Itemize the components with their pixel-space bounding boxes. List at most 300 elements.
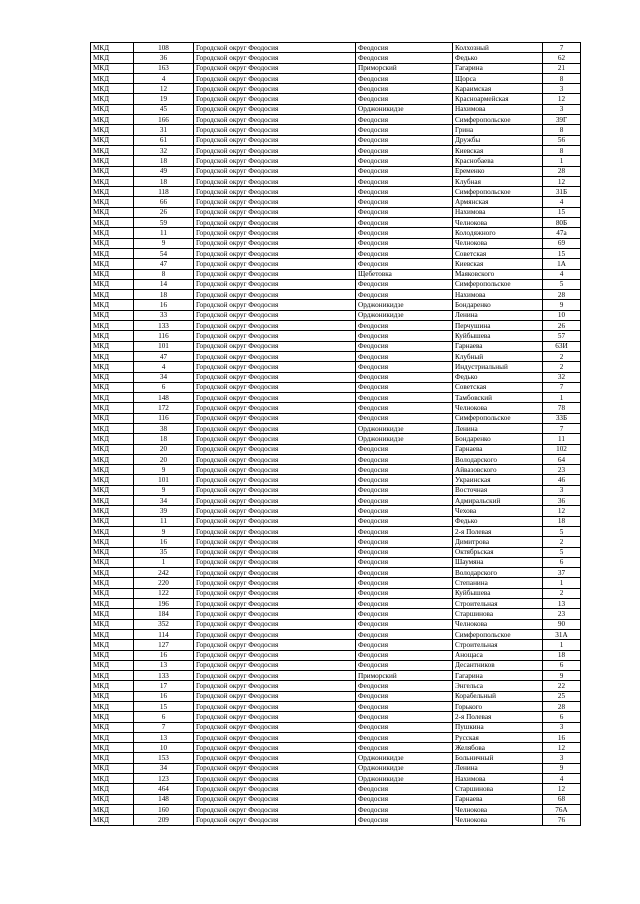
house-cell: 13 xyxy=(543,599,581,609)
street-cell: Бондаренко xyxy=(453,300,543,310)
number-cell: 26 xyxy=(134,207,194,217)
locality-cell: Феодосия xyxy=(356,228,453,238)
house-cell: 12 xyxy=(543,506,581,516)
number-cell: 148 xyxy=(134,794,194,804)
number-cell: 101 xyxy=(134,475,194,485)
street-cell: Красноармейская xyxy=(453,94,543,104)
house-cell: 18 xyxy=(543,650,581,660)
district-cell: Городской округ Феодосия xyxy=(194,393,356,403)
house-cell: 2 xyxy=(543,362,581,372)
type-cell: МКД xyxy=(91,321,134,331)
house-cell: 6 xyxy=(543,712,581,722)
locality-cell: Феодосия xyxy=(356,619,453,629)
locality-cell: Феодосия xyxy=(356,660,453,670)
district-cell: Городской округ Феодосия xyxy=(194,166,356,176)
street-cell: Дружбы xyxy=(453,135,543,145)
number-cell: 101 xyxy=(134,341,194,351)
table-row xyxy=(91,702,581,712)
locality-cell: Феодосия xyxy=(356,475,453,485)
locality-cell: Феодосия xyxy=(356,588,453,598)
table-row xyxy=(91,362,581,372)
district-cell: Городской округ Феодосия xyxy=(194,691,356,701)
table-row xyxy=(91,774,581,784)
table-row xyxy=(91,187,581,197)
table-row xyxy=(91,279,581,289)
locality-cell: Приморский xyxy=(356,63,453,73)
street-cell: Куйбышева xyxy=(453,588,543,598)
street-cell: 2-я Полевая xyxy=(453,526,543,536)
table-row xyxy=(91,166,581,176)
table-row xyxy=(91,681,581,691)
district-cell: Городской округ Феодосия xyxy=(194,84,356,94)
table-row xyxy=(91,104,581,114)
house-cell: 56 xyxy=(543,135,581,145)
street-cell: Энгельса xyxy=(453,681,543,691)
house-cell: 47а xyxy=(543,228,581,238)
street-cell: Симферопольское xyxy=(453,115,543,125)
street-cell: Федько xyxy=(453,516,543,526)
street-cell: Федько xyxy=(453,53,543,63)
number-cell: 116 xyxy=(134,331,194,341)
number-cell: 9 xyxy=(134,526,194,536)
number-cell: 34 xyxy=(134,372,194,382)
house-cell: 46 xyxy=(543,475,581,485)
table-row xyxy=(91,259,581,269)
house-cell: 78 xyxy=(543,403,581,413)
table-row xyxy=(91,578,581,588)
district-cell: Городской округ Феодосия xyxy=(194,63,356,73)
number-cell: 19 xyxy=(134,94,194,104)
district-cell: Городской округ Феодосия xyxy=(194,94,356,104)
locality-cell: Феодосия xyxy=(356,629,453,639)
district-cell: Городской округ Феодосия xyxy=(194,187,356,197)
locality-cell: Приморский xyxy=(356,671,453,681)
district-cell: Городской округ Феодосия xyxy=(194,145,356,155)
table-row xyxy=(91,619,581,629)
house-cell: 5 xyxy=(543,526,581,536)
locality-cell: Феодосия xyxy=(356,454,453,464)
table-row xyxy=(91,218,581,228)
locality-cell: Феодосия xyxy=(356,712,453,722)
street-cell: Федько xyxy=(453,372,543,382)
table-row xyxy=(91,207,581,217)
street-cell: Бондаренко xyxy=(453,434,543,444)
locality-cell: Феодосия xyxy=(356,516,453,526)
number-cell: 13 xyxy=(134,660,194,670)
locality-cell: Феодосия xyxy=(356,815,453,825)
street-cell: Киевская xyxy=(453,259,543,269)
locality-cell: Орджоникидзе xyxy=(356,300,453,310)
street-cell: Украинская xyxy=(453,475,543,485)
number-cell: 114 xyxy=(134,629,194,639)
table-row xyxy=(91,496,581,506)
type-cell: МКД xyxy=(91,331,134,341)
street-cell: Ленина xyxy=(453,310,543,320)
locality-cell: Феодосия xyxy=(356,187,453,197)
house-cell: 69 xyxy=(543,238,581,248)
locality-cell: Феодосия xyxy=(356,640,453,650)
district-cell: Городской округ Феодосия xyxy=(194,125,356,135)
street-cell: Нахимова xyxy=(453,207,543,217)
district-cell: Городской округ Феодосия xyxy=(194,321,356,331)
district-cell: Городской округ Феодосия xyxy=(194,650,356,660)
type-cell: МКД xyxy=(91,578,134,588)
table-row xyxy=(91,815,581,825)
house-cell: 8 xyxy=(543,125,581,135)
locality-cell: Феодосия xyxy=(356,84,453,94)
table-row xyxy=(91,156,581,166)
street-cell: Русская xyxy=(453,732,543,742)
buildings-table xyxy=(90,42,581,826)
number-cell: 47 xyxy=(134,351,194,361)
district-cell: Городской округ Феодосия xyxy=(194,218,356,228)
house-cell: 64 xyxy=(543,454,581,464)
table-row xyxy=(91,599,581,609)
locality-cell: Орджоникидзе xyxy=(356,753,453,763)
district-cell: Городской округ Феодосия xyxy=(194,506,356,516)
type-cell: МКД xyxy=(91,732,134,742)
district-cell: Городской округ Феодосия xyxy=(194,372,356,382)
locality-cell: Феодосия xyxy=(356,804,453,814)
table-row xyxy=(91,732,581,742)
type-cell: МКД xyxy=(91,259,134,269)
district-cell: Городской округ Феодосия xyxy=(194,423,356,433)
table-row xyxy=(91,321,581,331)
type-cell: МКД xyxy=(91,279,134,289)
district-cell: Городской округ Феодосия xyxy=(194,732,356,742)
table-row xyxy=(91,135,581,145)
type-cell: МКД xyxy=(91,43,134,53)
type-cell: МКД xyxy=(91,125,134,135)
district-cell: Городской округ Феодосия xyxy=(194,763,356,773)
locality-cell: Орджоникидзе xyxy=(356,774,453,784)
locality-cell: Феодосия xyxy=(356,321,453,331)
district-cell: Городской округ Феодосия xyxy=(194,485,356,495)
district-cell: Городской округ Феодосия xyxy=(194,609,356,619)
locality-cell: Феодосия xyxy=(356,218,453,228)
type-cell: МКД xyxy=(91,588,134,598)
street-cell: Советская xyxy=(453,248,543,258)
number-cell: 196 xyxy=(134,599,194,609)
house-cell: 3 xyxy=(543,722,581,732)
type-cell: МКД xyxy=(91,650,134,660)
street-cell: Старшинова xyxy=(453,784,543,794)
number-cell: 20 xyxy=(134,454,194,464)
district-cell: Городской округ Феодосия xyxy=(194,660,356,670)
locality-cell: Орджоникидзе xyxy=(356,423,453,433)
house-cell: 23 xyxy=(543,465,581,475)
district-cell: Городской округ Феодосия xyxy=(194,629,356,639)
house-cell: 68 xyxy=(543,794,581,804)
table-row xyxy=(91,403,581,413)
district-cell: Городской округ Феодосия xyxy=(194,784,356,794)
type-cell: МКД xyxy=(91,156,134,166)
table-row xyxy=(91,753,581,763)
table-row xyxy=(91,423,581,433)
type-cell: МКД xyxy=(91,671,134,681)
table-row xyxy=(91,238,581,248)
house-cell: 10 xyxy=(543,310,581,320)
street-cell: Десантников xyxy=(453,660,543,670)
locality-cell: Феодосия xyxy=(356,156,453,166)
district-cell: Городской округ Феодосия xyxy=(194,341,356,351)
type-cell: МКД xyxy=(91,84,134,94)
number-cell: 59 xyxy=(134,218,194,228)
type-cell: МКД xyxy=(91,619,134,629)
table-row xyxy=(91,506,581,516)
locality-cell: Феодосия xyxy=(356,73,453,83)
street-cell: Челнокова xyxy=(453,619,543,629)
house-cell: 32 xyxy=(543,372,581,382)
house-cell: 9 xyxy=(543,671,581,681)
number-cell: 20 xyxy=(134,444,194,454)
table-row xyxy=(91,393,581,403)
house-cell: 2 xyxy=(543,537,581,547)
type-cell: МКД xyxy=(91,218,134,228)
district-cell: Городской округ Феодосия xyxy=(194,794,356,804)
type-cell: МКД xyxy=(91,145,134,155)
table-row xyxy=(91,804,581,814)
type-cell: МКД xyxy=(91,362,134,372)
house-cell: 28 xyxy=(543,290,581,300)
house-cell: 3 xyxy=(543,84,581,94)
type-cell: МКД xyxy=(91,526,134,536)
street-cell: Еременко xyxy=(453,166,543,176)
street-cell: Челнокова xyxy=(453,804,543,814)
type-cell: МКД xyxy=(91,166,134,176)
house-cell: 37 xyxy=(543,568,581,578)
house-cell: 28 xyxy=(543,166,581,176)
type-cell: МКД xyxy=(91,599,134,609)
number-cell: 7 xyxy=(134,722,194,732)
table-row xyxy=(91,73,581,83)
district-cell: Городской округ Феодосия xyxy=(194,516,356,526)
table-row xyxy=(91,145,581,155)
street-cell: Горького xyxy=(453,702,543,712)
number-cell: 13 xyxy=(134,732,194,742)
street-cell: Караимская xyxy=(453,84,543,94)
house-cell: 57 xyxy=(543,331,581,341)
table-row xyxy=(91,794,581,804)
number-cell: 220 xyxy=(134,578,194,588)
locality-cell: Феодосия xyxy=(356,609,453,619)
locality-cell: Феодосия xyxy=(356,94,453,104)
street-cell: Адмиральский xyxy=(453,496,543,506)
type-cell: МКД xyxy=(91,784,134,794)
table-row xyxy=(91,660,581,670)
house-cell: 8 xyxy=(543,145,581,155)
number-cell: 184 xyxy=(134,609,194,619)
type-cell: МКД xyxy=(91,804,134,814)
district-cell: Городской округ Феодосия xyxy=(194,176,356,186)
district-cell: Городской округ Феодосия xyxy=(194,290,356,300)
number-cell: 166 xyxy=(134,115,194,125)
district-cell: Городской округ Феодосия xyxy=(194,197,356,207)
house-cell: 80Б xyxy=(543,218,581,228)
house-cell: 76 xyxy=(543,815,581,825)
house-cell: 23 xyxy=(543,609,581,619)
number-cell: 9 xyxy=(134,465,194,475)
number-cell: 12 xyxy=(134,84,194,94)
table-row xyxy=(91,94,581,104)
number-cell: 14 xyxy=(134,279,194,289)
document-page xyxy=(90,42,581,826)
district-cell: Городской округ Феодосия xyxy=(194,671,356,681)
number-cell: 54 xyxy=(134,248,194,258)
district-cell: Городской округ Феодосия xyxy=(194,640,356,650)
type-cell: МКД xyxy=(91,207,134,217)
street-cell: Нахимова xyxy=(453,104,543,114)
house-cell: 3 xyxy=(543,753,581,763)
street-cell: Айвазовского xyxy=(453,465,543,475)
table-row xyxy=(91,743,581,753)
house-cell: 4 xyxy=(543,269,581,279)
number-cell: 4 xyxy=(134,73,194,83)
table-row xyxy=(91,310,581,320)
type-cell: МКД xyxy=(91,557,134,567)
district-cell: Городской округ Феодосия xyxy=(194,43,356,53)
type-cell: МКД xyxy=(91,187,134,197)
table-row xyxy=(91,526,581,536)
street-cell: Нахимова xyxy=(453,774,543,784)
district-cell: Городской округ Феодосия xyxy=(194,248,356,258)
locality-cell: Феодосия xyxy=(356,43,453,53)
number-cell: 16 xyxy=(134,537,194,547)
number-cell: 9 xyxy=(134,238,194,248)
district-cell: Городской округ Феодосия xyxy=(194,557,356,567)
number-cell: 18 xyxy=(134,156,194,166)
house-cell: 18 xyxy=(543,516,581,526)
house-cell: 1 xyxy=(543,640,581,650)
street-cell: Маяковского xyxy=(453,269,543,279)
type-cell: МКД xyxy=(91,712,134,722)
house-cell: 7 xyxy=(543,423,581,433)
locality-cell: Феодосия xyxy=(356,547,453,557)
number-cell: 36 xyxy=(134,53,194,63)
type-cell: МКД xyxy=(91,454,134,464)
locality-cell: Феодосия xyxy=(356,681,453,691)
locality-cell: Орджоникидзе xyxy=(356,763,453,773)
type-cell: МКД xyxy=(91,609,134,619)
type-cell: МКД xyxy=(91,393,134,403)
type-cell: МКД xyxy=(91,300,134,310)
district-cell: Городской округ Феодосия xyxy=(194,115,356,125)
district-cell: Городской округ Феодосия xyxy=(194,53,356,63)
house-cell: 7 xyxy=(543,43,581,53)
street-cell: Строительная xyxy=(453,640,543,650)
number-cell: 11 xyxy=(134,516,194,526)
locality-cell: Феодосия xyxy=(356,362,453,372)
district-cell: Городской округ Феодосия xyxy=(194,496,356,506)
district-cell: Городской округ Феодосия xyxy=(194,135,356,145)
number-cell: 6 xyxy=(134,712,194,722)
street-cell: Армянская xyxy=(453,197,543,207)
locality-cell: Феодосия xyxy=(356,115,453,125)
house-cell: 39Г xyxy=(543,115,581,125)
locality-cell: Феодосия xyxy=(356,238,453,248)
number-cell: 49 xyxy=(134,166,194,176)
district-cell: Городской округ Феодосия xyxy=(194,454,356,464)
table-row xyxy=(91,290,581,300)
house-cell: 4 xyxy=(543,774,581,784)
table-row xyxy=(91,434,581,444)
street-cell: Клубный xyxy=(453,351,543,361)
type-cell: МКД xyxy=(91,660,134,670)
number-cell: 31 xyxy=(134,125,194,135)
locality-cell: Феодосия xyxy=(356,578,453,588)
type-cell: МКД xyxy=(91,568,134,578)
table-row xyxy=(91,228,581,238)
district-cell: Городской округ Феодосия xyxy=(194,537,356,547)
house-cell: 3 xyxy=(543,104,581,114)
number-cell: 35 xyxy=(134,547,194,557)
table-row xyxy=(91,351,581,361)
street-cell: Колодяжного xyxy=(453,228,543,238)
type-cell: МКД xyxy=(91,341,134,351)
house-cell: 22 xyxy=(543,681,581,691)
house-cell: 5 xyxy=(543,547,581,557)
street-cell: Клубная xyxy=(453,176,543,186)
locality-cell: Феодосия xyxy=(356,135,453,145)
type-cell: МКД xyxy=(91,475,134,485)
street-cell: 2-я Полевая xyxy=(453,712,543,722)
type-cell: МКД xyxy=(91,94,134,104)
street-cell: Киевская xyxy=(453,145,543,155)
type-cell: МКД xyxy=(91,351,134,361)
number-cell: 10 xyxy=(134,743,194,753)
locality-cell: Щебетовка xyxy=(356,269,453,279)
district-cell: Городской округ Феодосия xyxy=(194,804,356,814)
district-cell: Городской округ Феодосия xyxy=(194,815,356,825)
type-cell: МКД xyxy=(91,629,134,639)
number-cell: 16 xyxy=(134,650,194,660)
house-cell: 16 xyxy=(543,732,581,742)
house-cell: 9 xyxy=(543,763,581,773)
house-cell: 3 xyxy=(543,485,581,495)
table-row xyxy=(91,465,581,475)
number-cell: 34 xyxy=(134,496,194,506)
street-cell: Корабельный xyxy=(453,691,543,701)
locality-cell: Феодосия xyxy=(356,485,453,495)
district-cell: Городской округ Феодосия xyxy=(194,753,356,763)
type-cell: МКД xyxy=(91,413,134,423)
house-cell: 12 xyxy=(543,784,581,794)
district-cell: Городской округ Феодосия xyxy=(194,73,356,83)
type-cell: МКД xyxy=(91,753,134,763)
street-cell: Челнокова xyxy=(453,218,543,228)
house-cell: 31Б xyxy=(543,187,581,197)
number-cell: 18 xyxy=(134,290,194,300)
type-cell: МКД xyxy=(91,774,134,784)
locality-cell: Феодосия xyxy=(356,722,453,732)
house-cell: 21 xyxy=(543,63,581,73)
table-row xyxy=(91,547,581,557)
table-row xyxy=(91,382,581,392)
street-cell: Октябрьская xyxy=(453,547,543,557)
locality-cell: Феодосия xyxy=(356,403,453,413)
locality-cell: Феодосия xyxy=(356,351,453,361)
table-row xyxy=(91,53,581,63)
district-cell: Городской округ Феодосия xyxy=(194,434,356,444)
house-cell: 25 xyxy=(543,691,581,701)
house-cell: 2 xyxy=(543,351,581,361)
street-cell: Старшинова xyxy=(453,609,543,619)
house-cell: 1 xyxy=(543,156,581,166)
locality-cell: Феодосия xyxy=(356,248,453,258)
district-cell: Городской округ Феодосия xyxy=(194,279,356,289)
district-cell: Городской округ Феодосия xyxy=(194,238,356,248)
street-cell: Челнокова xyxy=(453,815,543,825)
